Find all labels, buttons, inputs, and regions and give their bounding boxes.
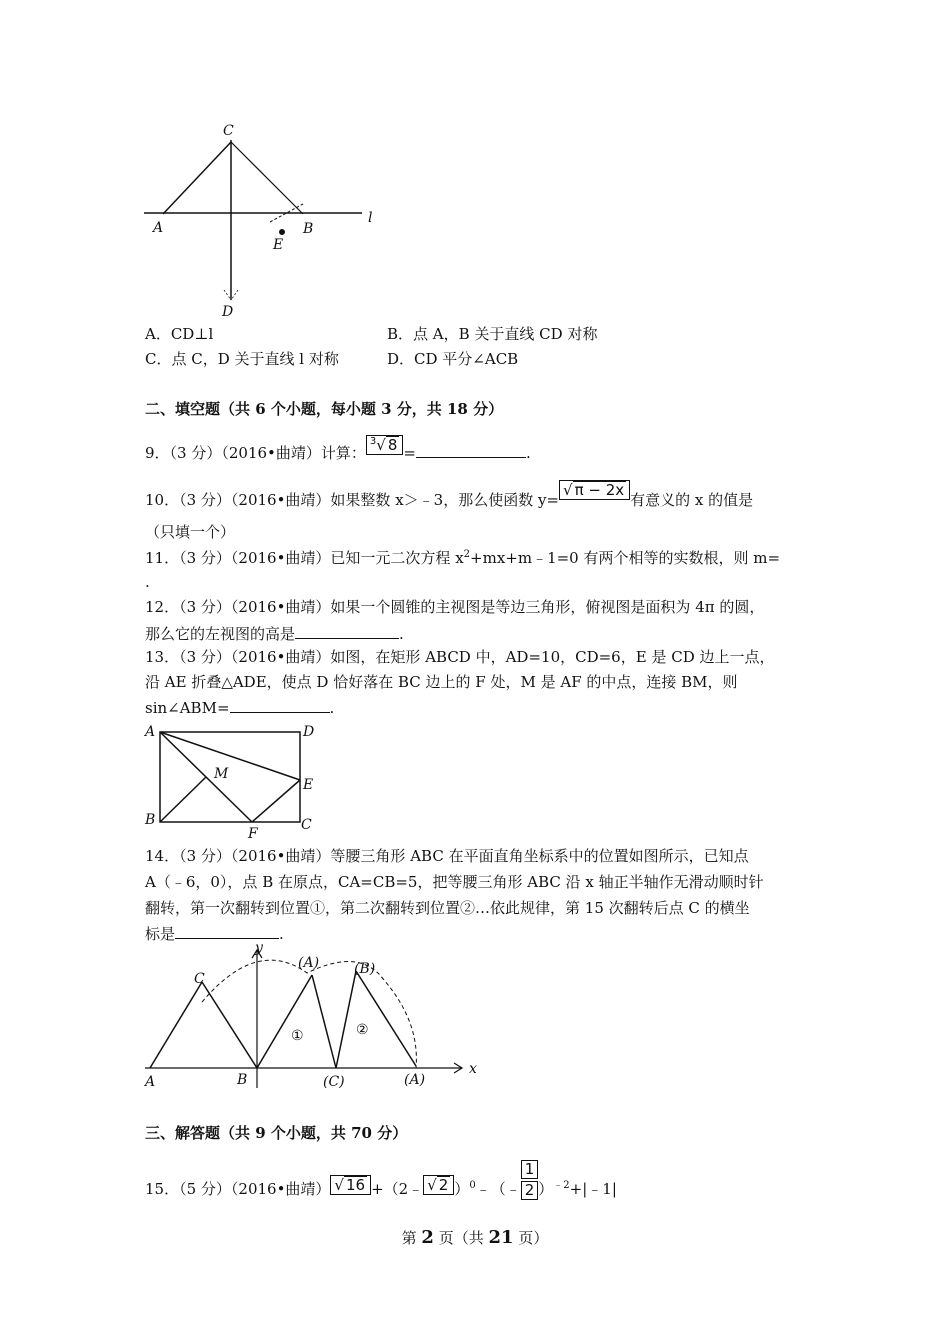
q8-label-a: A bbox=[153, 220, 164, 236]
q9-equals: = bbox=[403, 444, 416, 462]
q13-label-d: D bbox=[303, 724, 315, 740]
footer-mid: 页（共 bbox=[433, 1229, 489, 1247]
question-15 bbox=[145, 1160, 617, 1210]
question-9 bbox=[145, 436, 531, 463]
footer-post: 页） bbox=[513, 1229, 549, 1247]
q13-line-2: 沿 AE 折叠△ADE，使点 D 恰好落在 BC 边上的 F 处，M 是 AF 的中点，连接 BM，则 bbox=[145, 673, 738, 691]
q13-label-m: M bbox=[214, 766, 229, 782]
q15-tail: +|﹣1| bbox=[569, 1180, 617, 1198]
q13-line-3-prefix: sin∠ABM= bbox=[145, 699, 230, 717]
q10-suffix: 有意义的 x 的值是 bbox=[630, 491, 754, 509]
q8-figure bbox=[140, 118, 390, 323]
q14-line-4 bbox=[145, 923, 284, 944]
q10-line-2: （只填一个） bbox=[145, 523, 236, 541]
q13-label-c: C bbox=[301, 817, 312, 833]
q14-label-b: B bbox=[237, 1072, 248, 1088]
q8-option-d: D．CD 平分∠ACB bbox=[387, 350, 519, 368]
q9-cube-root: $^3$√ 8 bbox=[366, 435, 403, 455]
q15-frac-den: 2 bbox=[521, 1181, 539, 1200]
section-2-title: 二、填空题（共 6 个小题，每小题 3 分，共 18 分） bbox=[145, 400, 504, 418]
q14-label-c1: (C) bbox=[323, 1074, 345, 1090]
q12-answer-blank[interactable] bbox=[295, 623, 399, 639]
q14-line-1: 14．（3 分）（2016•曲靖）等腰三角形 ABC 在平面直角坐标系中的位置如图所示，已知点 bbox=[145, 847, 749, 865]
q9-root-index: 3 bbox=[369, 436, 377, 447]
q8-option-b: B．点 A，B 关于直线 CD 对称 bbox=[387, 325, 598, 343]
q13-label-a: A bbox=[145, 724, 156, 740]
q14-position-2: ② bbox=[356, 1022, 369, 1038]
q15-exp-neg2: ﹣2 bbox=[553, 1180, 570, 1191]
q12-line-2 bbox=[145, 623, 404, 644]
q11-rest: +mx+m﹣1=0 有两个相等的实数根，则 m= bbox=[470, 549, 781, 567]
q14-label-b1: (B) bbox=[354, 961, 376, 977]
q8-option-a: A．CD⊥l bbox=[145, 325, 214, 343]
q15-sqrt16: √ 16 bbox=[330, 1175, 371, 1195]
q8-label-l: l bbox=[368, 210, 373, 226]
q14-line-4-prefix: 标是 bbox=[145, 925, 176, 943]
q9-prefix: 9．（3 分）（2016•曲靖）计算： bbox=[145, 444, 366, 462]
q14-line-3: 翻转，第一次翻转到位置①，第二次翻转到位置②…依此规律，第 15 次翻转后点 C 的横坐 bbox=[145, 899, 750, 917]
footer-page-number: 2 bbox=[421, 1227, 434, 1248]
q13-end: . bbox=[329, 699, 335, 717]
q8-label-c: C bbox=[223, 123, 234, 139]
q14-line-2: A（﹣6，0），点 B 在原点，CA=CB=5，把等腰三角形 ABC 沿 x 轴正半轴作无滑动顺时针 bbox=[145, 873, 764, 891]
q14-label-c: C bbox=[194, 971, 205, 987]
question-11 bbox=[145, 548, 780, 568]
q15-fraction bbox=[521, 1160, 539, 1200]
q15-sqrt2-radicand: 2 bbox=[438, 1176, 449, 1194]
q8-label-e: E bbox=[273, 237, 284, 253]
footer-pre: 第 bbox=[401, 1229, 422, 1247]
q15-sqrt16-radicand: 16 bbox=[345, 1176, 366, 1194]
q13-figure bbox=[140, 718, 330, 848]
q14-label-a: A bbox=[145, 1074, 156, 1090]
q9-radicand: 8 bbox=[387, 436, 398, 454]
q13-label-f: F bbox=[248, 826, 258, 842]
footer-total-pages: 21 bbox=[488, 1227, 514, 1248]
q14-label-a1: (A) bbox=[298, 955, 320, 971]
q11-sup: 2 bbox=[463, 549, 471, 560]
q10-radicand: π − 2x bbox=[574, 481, 625, 499]
section-3-title: 三、解答题（共 9 个小题，共 70 分） bbox=[145, 1124, 408, 1142]
q12-line-1: 12．（3 分）（2016•曲靖）如果一个圆锥的主视图是等边三角形，俯视图是面积为 4π 的圆， bbox=[145, 598, 765, 616]
q15-sqrt2: √ 2 bbox=[423, 1175, 454, 1195]
q14-axis-x: x bbox=[469, 1061, 477, 1077]
q11-text: 11．（3 分）（2016•曲靖）已知一元二次方程 x bbox=[145, 549, 464, 567]
q15-plus-paren: +（2﹣ bbox=[371, 1180, 424, 1198]
q14-label-a2: (A) bbox=[404, 1072, 426, 1088]
q8-option-c: C．点 C，D 关于直线 l 对称 bbox=[145, 350, 339, 368]
q13-answer-blank[interactable] bbox=[230, 697, 330, 713]
q11-line-2: . bbox=[145, 573, 150, 591]
q12-line-2-prefix: 那么它的左视图的高是 bbox=[145, 625, 296, 643]
q8-label-d: D bbox=[222, 304, 234, 320]
q13-line-1: 13．（3 分）（2016•曲靖）如图，在矩形 ABCD 中，AD=10，CD=6，E 是 CD 边上一点， bbox=[145, 648, 775, 666]
q14-answer-blank[interactable] bbox=[175, 923, 279, 939]
page-footer bbox=[0, 1228, 950, 1248]
q15-minus-paren: ﹣（﹣ bbox=[475, 1180, 521, 1198]
q15-exp-0: 0 bbox=[469, 1180, 476, 1191]
q12-end: . bbox=[399, 625, 404, 643]
q13-line-3 bbox=[145, 697, 334, 718]
q15-close-paren: ） bbox=[454, 1180, 470, 1198]
q14-position-1: ① bbox=[291, 1028, 304, 1044]
question-10 bbox=[145, 481, 754, 510]
q9-end: . bbox=[525, 444, 531, 462]
q15-prefix: 15．（5 分）（2016•曲靖） bbox=[145, 1180, 331, 1198]
q15-frac-num: 1 bbox=[521, 1160, 539, 1179]
q9-answer-blank[interactable] bbox=[416, 442, 526, 458]
q10-radical: √ π − 2x bbox=[559, 480, 630, 500]
q10-prefix: 10．（3 分）（2016•曲靖）如果整数 x＞﹣3，那么使函数 y= bbox=[145, 491, 560, 509]
q13-label-b: B bbox=[145, 812, 156, 828]
q8-label-b: B bbox=[303, 221, 314, 237]
q14-axis-y: y bbox=[255, 942, 263, 956]
q15-close-paren-2: ） bbox=[538, 1180, 554, 1198]
q14-figure bbox=[140, 942, 490, 1092]
q13-label-e: E bbox=[303, 777, 314, 793]
q14-end: . bbox=[279, 925, 284, 943]
